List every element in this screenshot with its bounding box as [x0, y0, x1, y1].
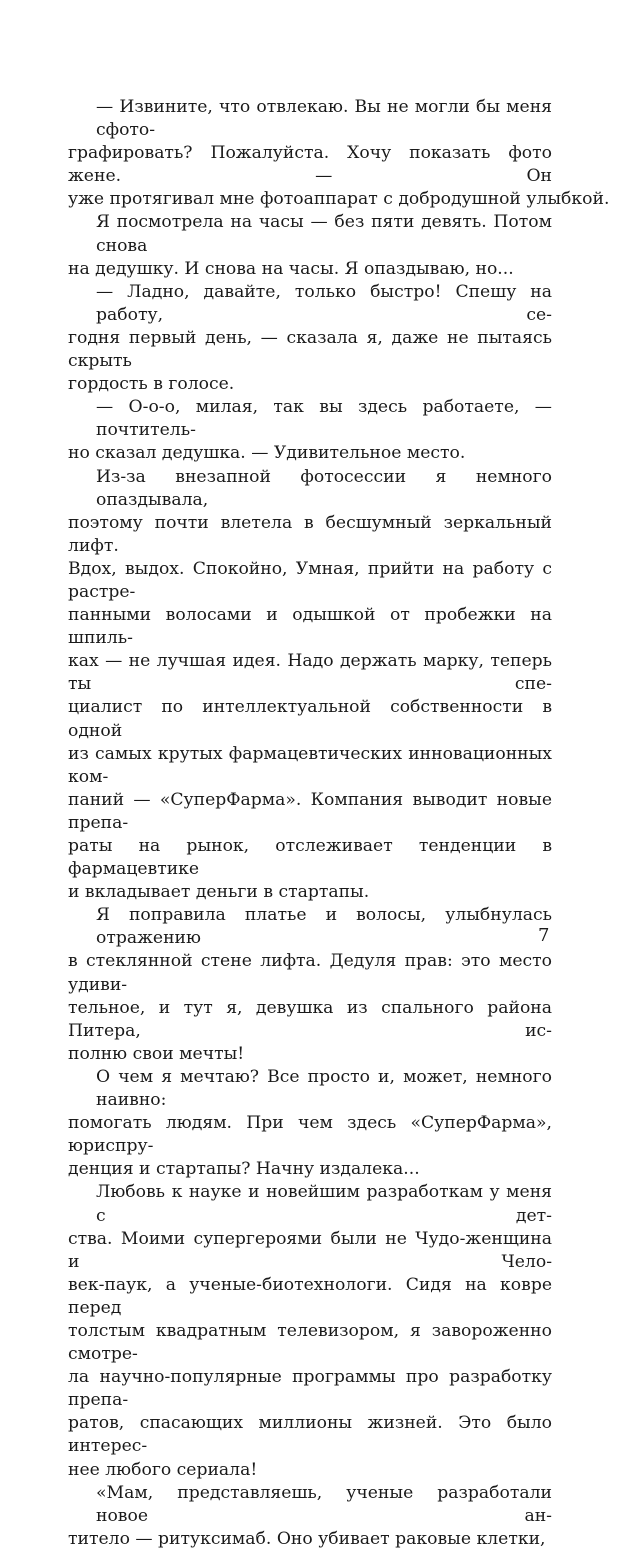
text-line: денция и стартапы? Начну издалека... [68, 1159, 420, 1180]
paragraph [68, 1181, 552, 1481]
text-line: — Извините, что отвлекаю. Вы не могли бы меня сфото- [96, 97, 552, 141]
text-line: графировать? Пожалуйста. Хочу показать фото жене. — Он [68, 143, 552, 187]
text-line: век-паук, а ученые-биотехнологи. Сидя на ковре перед [68, 1274, 552, 1318]
text-line: но сказал дедушка. — Удивительное место. [68, 443, 466, 464]
text-line: Я посмотрела на часы — без пяти девять. Потом снова [96, 212, 552, 256]
text-line: Из-за внезапной фотосессии я немного опаздывала, [96, 466, 552, 510]
page-number: 7 [538, 925, 550, 946]
paragraph [68, 211, 552, 280]
paragraph [68, 1066, 552, 1181]
paragraph [68, 281, 552, 396]
paragraph [68, 96, 610, 211]
text-line: ла научно-популярные программы про разработку препа- [68, 1367, 552, 1411]
text-line: полню свои мечты! [68, 1043, 245, 1064]
text-line: — Ладно, давайте, только быстро! Спешу на работу, се- [96, 281, 552, 325]
text-line: «Мам, представляешь, ученые разработали новое ан- [96, 1482, 552, 1526]
text-line: титело — ритуксимаб. Оно убивает раковые клетки, [68, 1528, 546, 1549]
text-line: толстым квадратным телевизором, я завороженно смотре- [68, 1320, 552, 1365]
text-line: гордость в голосе. [68, 374, 235, 395]
text-line: и вкладывает деньги в стартапы. [68, 882, 370, 903]
text-line: О чем я мечтаю? Все просто и, может, немного наивно: [96, 1066, 552, 1111]
text-line: Я поправила платье и волосы, улыбнулась отражению [96, 905, 552, 949]
text-line: нее любого сериала! [68, 1459, 258, 1480]
text-line: Вдох, выдох. Спокойно, Умная, прийти на работу с растре- [68, 558, 552, 602]
paragraph [68, 1482, 552, 1551]
text-line: ства. Моими супергероями были не Чудо-женщина и Чело- [68, 1228, 552, 1272]
text-line: раты на рынок, отслеживает тенденции в фармацевтике [68, 836, 552, 880]
text-line: панными волосами и одышкой от пробежки на шпиль- [68, 605, 552, 649]
text-line: циалист по интеллектуальной собственности в одной [68, 697, 552, 741]
text-line: — О-о-о, милая, так вы здесь работаете, — почтитель- [96, 397, 552, 441]
text-line: на дедушку. И снова на часы. Я опаздываю, но... [68, 258, 514, 279]
text-line: тельное, и тут я, девушка из спального района Питера, ис- [68, 997, 552, 1041]
text-line: в стеклянной стене лифта. Дедуля прав: это место удиви- [68, 951, 552, 995]
text-line: ках — не лучшая идея. Надо держать марку, теперь ты спе- [68, 651, 552, 695]
paragraph [68, 904, 552, 1066]
paragraph [68, 466, 552, 905]
text-line: из самых крутых фармацевтических инновационных ком- [68, 743, 552, 787]
book-page-text [68, 96, 610, 1551]
text-line: паний — «СуперФарма». Компания выводит новые препа- [68, 789, 552, 833]
text-line: годня первый день, — сказала я, даже не пытаясь скрыть [68, 327, 552, 372]
paragraph [68, 396, 552, 465]
text-line: уже протягивал мне фотоаппарат с добродушной улыбкой. [68, 189, 610, 210]
text-line: ратов, спасающих миллионы жизней. Это было интерес- [68, 1413, 552, 1457]
text-line: помогать людям. При чем здесь «СуперФарма», юриспру- [68, 1113, 552, 1157]
text-line: Любовь к науке и новейшим разработкам у меня с дет- [96, 1182, 552, 1226]
text-line: поэтому почти влетела в бесшумный зеркальный лифт. [68, 512, 552, 556]
